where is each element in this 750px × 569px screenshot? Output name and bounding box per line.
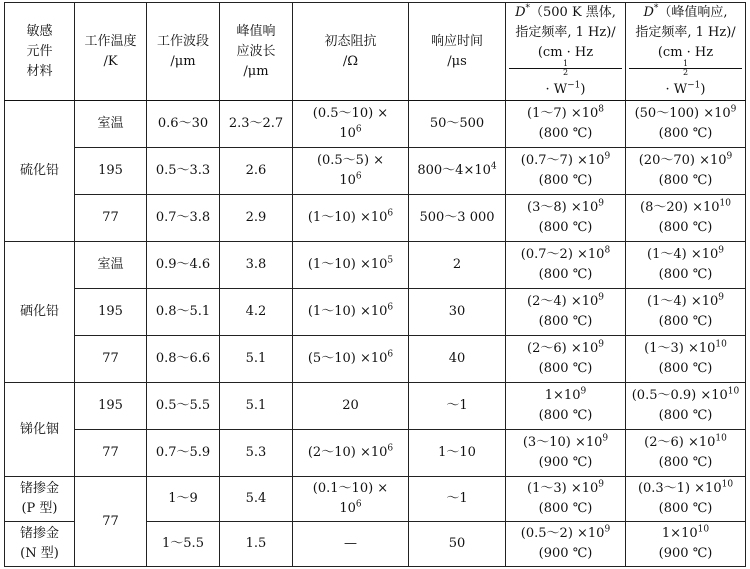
d-blackbody-cell-main: (0.7～7) ×10 <box>520 153 605 168</box>
d-peak-cell-exp: 9 <box>730 104 737 115</box>
temp-cell: 195 <box>75 383 147 430</box>
temp-cell: 77 <box>75 430 147 477</box>
d-blackbody-cell-main: (2～6) ×10 <box>527 341 599 356</box>
resistance-cell-exp: 6 <box>355 499 362 510</box>
fraction-num: 1 <box>629 60 742 69</box>
resistance-cell-main: 20 <box>342 398 359 413</box>
d-peak-cell-temperature: (800 ℃) <box>658 220 713 235</box>
d-blackbody-cell-value <box>508 339 623 359</box>
table-row <box>5 101 746 148</box>
detector-properties-table <box>4 2 746 567</box>
resistance-cell <box>293 383 409 430</box>
d-blackbody-cell-exp: 9 <box>598 198 604 209</box>
resistance-cell-main: (0.1～10) × <box>312 481 389 496</box>
d-blackbody-cell-main: (1～3) ×10 <box>527 481 599 496</box>
d-blackbody-cell-temperature: (800 ℃) <box>538 408 593 423</box>
band-cell: 0.5～5.5 <box>147 383 220 430</box>
peak-cell: 3.8 <box>220 242 293 289</box>
d-blackbody-cell-exp: 9 <box>598 479 604 490</box>
d-blackbody-cell-temperature: (900 ℃) <box>538 546 593 561</box>
temp-cell: 195 <box>75 148 147 195</box>
peak-cell: 1.5 <box>220 522 293 567</box>
resistance-cell-value <box>295 534 406 554</box>
resistance-cell-exp: 6 <box>355 171 362 182</box>
material-gen-type: (N 型) <box>20 546 59 561</box>
unit-exp: −1 <box>567 80 581 91</box>
response-cell-value <box>411 396 503 416</box>
material-gen-name: 锗掺金 <box>19 526 59 541</box>
header-peak-line: 峰值响 <box>236 23 276 39</box>
d-peak-cell-value <box>628 292 743 312</box>
resistance-cell <box>293 430 409 477</box>
d-blackbody-cell-temperature: (800 ℃) <box>538 267 593 282</box>
d-blackbody-cell-exp: 8 <box>598 104 604 115</box>
material-pbse: 硒化铅 <box>5 242 75 383</box>
d-blackbody-cell-temperature: (800 ℃) <box>538 314 593 329</box>
header-d-peak-unit <box>628 43 743 100</box>
table-row <box>5 289 746 336</box>
resistance-cell-base: 10 <box>339 126 356 141</box>
response-cell-value <box>411 534 503 554</box>
unit-part: ) <box>700 82 706 97</box>
peak-cell: 2.3～2.7 <box>220 101 293 148</box>
fraction-den: 2 <box>682 68 689 77</box>
header-band-line: 工作波段 <box>156 33 209 49</box>
response-cell-value <box>411 349 503 369</box>
resistance-cell-exp: 6 <box>387 302 394 313</box>
unit-part: · W <box>665 82 688 97</box>
d-blackbody-cell-value <box>508 151 623 171</box>
d-peak-cell-exp: 10 <box>721 479 734 490</box>
header-band <box>147 3 220 101</box>
d-blackbody-cell-main: (2～4) ×10 <box>527 294 599 309</box>
header-temp <box>75 3 147 101</box>
response-cell <box>409 430 506 477</box>
resistance-cell-value <box>295 349 406 369</box>
response-cell <box>409 383 506 430</box>
response-cell <box>409 522 506 567</box>
resistance-cell <box>293 195 409 242</box>
resistance-cell <box>293 242 409 289</box>
table-row <box>5 148 746 195</box>
d-peak-cell-temperature: (800 ℃) <box>658 361 713 376</box>
resistance-cell-value <box>295 396 406 416</box>
header-d-blackbody-unit <box>508 43 623 100</box>
peak-cell: 4.2 <box>220 289 293 336</box>
d-peak-cell-temperature: (800 ℃) <box>658 126 713 141</box>
resistance-cell-exp: 6 <box>355 124 362 135</box>
d-peak-cell-value <box>628 386 743 406</box>
d-blackbody-cell-value <box>508 386 623 406</box>
d-blackbody-cell <box>506 148 626 195</box>
header-peak-unit: /μm <box>243 63 269 79</box>
d-peak-cell-value <box>628 245 743 265</box>
d-peak-cell-value <box>628 151 743 171</box>
d-blackbody-cell <box>506 289 626 336</box>
d-peak-cell-exp: 10 <box>715 433 727 444</box>
d-peak-cell-temperature: (900 ℃) <box>658 546 713 561</box>
d-blackbody-cell <box>506 522 626 567</box>
band-cell: 0.6～30 <box>147 101 220 148</box>
header-d-peak-line1 <box>628 3 743 23</box>
header-d-peak-text: （峰值响应, <box>658 5 728 20</box>
d-star: * <box>525 3 530 14</box>
resistance-cell-main: — <box>344 536 357 551</box>
d-blackbody-cell-temperature: (800 ℃) <box>538 220 593 235</box>
d-peak-cell <box>626 430 746 477</box>
d-peak-cell-temperature: (800 ℃) <box>658 501 713 516</box>
d-blackbody-cell-value <box>508 104 623 124</box>
d-peak-cell-exp: 10 <box>697 524 710 535</box>
material-gen <box>5 522 75 567</box>
response-cell-main: 800～4×10 <box>417 163 491 178</box>
material-gep <box>5 477 75 522</box>
resistance-cell-main: (1～10) ×10 <box>307 304 388 319</box>
d-star: * <box>653 3 659 14</box>
d-blackbody-cell <box>506 430 626 477</box>
d-blackbody-cell-exp: 9 <box>602 433 609 444</box>
response-cell-exp: 4 <box>490 161 497 172</box>
d-peak-cell <box>626 242 746 289</box>
header-temp-unit: /K <box>103 53 118 69</box>
d-symbol: D <box>515 5 526 20</box>
response-cell <box>409 195 506 242</box>
d-peak-cell-value <box>628 339 743 359</box>
header-d-peak-line2: 指定频率, 1 Hz)/ <box>635 25 736 40</box>
d-peak-cell-main: (50～100) ×10 <box>634 106 731 121</box>
d-blackbody-cell-value <box>508 198 623 218</box>
band-cell: 0.7～5.9 <box>147 430 220 477</box>
resistance-cell-main: (1～10) ×10 <box>307 257 388 272</box>
d-peak-cell-exp: 9 <box>718 292 724 303</box>
d-peak-cell <box>626 383 746 430</box>
response-cell-value <box>411 489 503 509</box>
table-body <box>5 101 746 567</box>
unit-part: · W <box>545 82 568 97</box>
resistance-cell-value <box>295 302 406 322</box>
response-cell <box>409 101 506 148</box>
half-fraction <box>509 60 622 77</box>
header-resistance-unit: /Ω <box>342 53 359 69</box>
header-d-blackbody-line1 <box>508 3 623 23</box>
material-gep-name: 锗掺金 <box>19 481 59 496</box>
peak-cell: 2.9 <box>220 195 293 242</box>
d-blackbody-cell-temperature: (800 ℃) <box>538 501 593 516</box>
d-blackbody-cell-exp: 9 <box>598 292 604 303</box>
table-row <box>5 242 746 289</box>
d-peak-cell-value <box>628 198 743 218</box>
d-peak-cell-main: (8～20) ×10 <box>640 200 720 215</box>
resistance-cell-main: (2～10) ×10 <box>307 445 388 460</box>
d-blackbody-cell-exp: 9 <box>580 386 587 397</box>
d-peak-cell-temperature: (800 ℃) <box>658 455 713 470</box>
unit-part: ) <box>580 82 586 97</box>
header-d-blackbody-line2: 指定频率, 1 Hz)/ <box>515 25 616 40</box>
response-cell <box>409 148 506 195</box>
response-cell-value <box>411 161 503 181</box>
d-peak-cell-value <box>628 433 743 453</box>
d-peak-cell-main: (0.3～1) ×10 <box>637 481 722 496</box>
header-resistance-line: 初态阻抗 <box>324 33 377 49</box>
d-blackbody-cell-main: (3～10) ×10 <box>522 435 603 450</box>
resistance-cell-exp: 6 <box>387 443 394 454</box>
resistance-cell <box>293 336 409 383</box>
d-blackbody-cell-value <box>508 479 623 499</box>
d-peak-cell-exp: 9 <box>718 245 724 256</box>
d-peak-cell-main: (1～4) ×10 <box>647 294 719 309</box>
d-blackbody-cell-main: (3～8) ×10 <box>527 200 599 215</box>
resistance-cell-value-line2 <box>295 499 406 519</box>
peak-cell: 5.3 <box>220 430 293 477</box>
response-cell-value <box>411 255 503 275</box>
d-peak-cell-main: (0.5～0.9) ×10 <box>631 388 728 403</box>
response-cell-value <box>411 208 503 228</box>
d-peak-cell-value <box>628 524 743 544</box>
d-blackbody-cell-value <box>508 524 623 544</box>
resistance-cell-exp: 5 <box>387 255 394 266</box>
temp-cell: 77 <box>75 336 147 383</box>
response-cell-value <box>411 302 503 322</box>
d-blackbody-cell-value <box>508 292 623 312</box>
header-response-unit: /μs <box>447 53 467 69</box>
resistance-cell-value <box>295 479 406 499</box>
d-peak-cell-exp: 10 <box>715 339 727 350</box>
band-cell: 0.8～6.6 <box>147 336 220 383</box>
d-blackbody-cell-temperature: (800 ℃) <box>538 173 593 188</box>
resistance-cell-value-line2 <box>295 124 406 144</box>
d-symbol: D <box>643 5 654 20</box>
response-cell-main: 500～3 000 <box>419 210 495 225</box>
band-cell: 0.7～3.8 <box>147 195 220 242</box>
d-blackbody-cell-temperature: (800 ℃) <box>538 361 593 376</box>
d-blackbody-cell <box>506 383 626 430</box>
response-cell-main: 50 <box>448 536 466 551</box>
d-blackbody-cell <box>506 336 626 383</box>
d-peak-cell-exp: 10 <box>719 198 731 209</box>
response-cell-main: ～1 <box>446 491 468 506</box>
temp-cell: 195 <box>75 289 147 336</box>
response-cell-main: 1～10 <box>438 445 476 460</box>
table-row <box>5 336 746 383</box>
response-cell-main: 40 <box>448 351 466 366</box>
header-response-line: 响应时间 <box>430 33 483 49</box>
header-d-blackbody <box>506 3 626 101</box>
fraction-den: 2 <box>562 68 569 77</box>
d-peak-cell-main: (20～70) ×10 <box>638 153 727 168</box>
header-peak <box>220 3 293 101</box>
band-cell: 0.9～4.6 <box>147 242 220 289</box>
resistance-cell-value-line2 <box>295 171 406 191</box>
header-material-line: 材料 <box>26 63 53 79</box>
header-temp-line: 工作温度 <box>84 33 137 49</box>
resistance-cell-exp: 6 <box>387 208 394 219</box>
d-blackbody-cell <box>506 242 626 289</box>
band-cell: 0.8～5.1 <box>147 289 220 336</box>
header-d-peak <box>626 3 746 101</box>
d-peak-cell-temperature: (800 ℃) <box>658 173 713 188</box>
d-blackbody-cell <box>506 101 626 148</box>
material-pbs: 硫化铅 <box>5 101 75 242</box>
resistance-cell <box>293 101 409 148</box>
resistance-cell <box>293 522 409 567</box>
peak-cell: 2.6 <box>220 148 293 195</box>
d-peak-cell-exp: 10 <box>727 386 740 397</box>
peak-cell: 5.4 <box>220 477 293 522</box>
material-insb: 锑化铟 <box>5 383 75 477</box>
header-band-unit: /μm <box>170 53 196 69</box>
temp-cell: 室温 <box>75 242 147 289</box>
resistance-cell-exp: 6 <box>387 349 394 360</box>
resistance-cell <box>293 289 409 336</box>
temp-cell: 77 <box>75 195 147 242</box>
temp-cell-ge: 77 <box>75 477 147 567</box>
resistance-cell <box>293 477 409 522</box>
d-blackbody-cell-temperature: (900 ℃) <box>538 455 593 470</box>
response-cell <box>409 477 506 522</box>
header-material-line: 敏感 <box>26 23 53 39</box>
d-blackbody-cell-exp: 9 <box>598 339 604 350</box>
peak-cell: 5.1 <box>220 383 293 430</box>
response-cell-main: 2 <box>452 257 462 272</box>
d-blackbody-cell-main: (0.7～2) ×10 <box>520 247 605 262</box>
half-fraction <box>629 60 742 77</box>
table-row <box>5 383 746 430</box>
d-peak-cell <box>626 101 746 148</box>
resistance-cell-value <box>295 208 406 228</box>
d-blackbody-cell <box>506 477 626 522</box>
d-peak-cell-value <box>628 104 743 124</box>
header-material <box>5 3 75 101</box>
band-cell: 0.5～3.3 <box>147 148 220 195</box>
peak-cell: 5.1 <box>220 336 293 383</box>
d-peak-cell <box>626 336 746 383</box>
resistance-cell-main: (5～10) ×10 <box>307 351 388 366</box>
header-peak-line: 应波长 <box>236 43 276 59</box>
response-cell-value <box>411 114 503 134</box>
d-peak-cell-temperature: (800 ℃) <box>658 267 713 282</box>
table-row <box>5 195 746 242</box>
temp-cell: 室温 <box>75 101 147 148</box>
header-row <box>5 3 746 101</box>
table-row <box>5 477 746 522</box>
resistance-cell <box>293 148 409 195</box>
fraction-num: 1 <box>509 60 622 69</box>
material-gep-type: (P 型) <box>21 501 58 516</box>
resistance-cell-main: (0.5～5) × <box>316 153 385 168</box>
resistance-cell-value <box>295 151 406 171</box>
response-cell-main: 50～500 <box>429 116 485 131</box>
d-peak-cell <box>626 289 746 336</box>
d-peak-cell <box>626 477 746 522</box>
d-peak-cell <box>626 148 746 195</box>
d-peak-cell-main: (1～4) ×10 <box>647 247 719 262</box>
d-blackbody-cell-temperature: (800 ℃) <box>538 126 593 141</box>
response-cell-main: ～1 <box>446 398 468 413</box>
response-cell-value <box>411 443 503 463</box>
resistance-cell-main: (0.5～10) × <box>312 106 389 121</box>
header-response <box>409 3 506 101</box>
d-blackbody-cell <box>506 195 626 242</box>
d-peak-cell-value <box>628 479 743 499</box>
d-blackbody-cell-exp: 9 <box>604 524 611 535</box>
header-resistance <box>293 3 409 101</box>
d-peak-cell-main: (2～6) ×10 <box>644 435 716 450</box>
d-peak-cell-temperature: (800 ℃) <box>658 314 713 329</box>
band-cell: 1～9 <box>147 477 220 522</box>
resistance-cell-value <box>295 443 406 463</box>
response-cell <box>409 336 506 383</box>
d-blackbody-cell-exp: 8 <box>604 245 611 256</box>
response-cell-main: 30 <box>448 304 466 319</box>
d-peak-cell <box>626 195 746 242</box>
unit-exp: −1 <box>687 80 701 91</box>
resistance-cell-value <box>295 104 406 124</box>
header-material-line: 元件 <box>26 43 53 59</box>
d-blackbody-cell-value <box>508 245 623 265</box>
d-peak-cell-temperature: (800 ℃) <box>658 408 713 423</box>
d-peak-cell-main: 1×10 <box>661 526 698 541</box>
d-blackbody-cell-main: (0.5～2) ×10 <box>520 526 605 541</box>
d-blackbody-cell-exp: 9 <box>604 151 611 162</box>
d-blackbody-cell-main: 1×10 <box>544 388 581 403</box>
table-row <box>5 430 746 477</box>
unit-part: (cm · Hz <box>537 45 594 60</box>
resistance-cell-base: 10 <box>339 501 356 516</box>
resistance-cell-value <box>295 255 406 275</box>
response-cell <box>409 242 506 289</box>
d-peak-cell <box>626 522 746 567</box>
header-d-blackbody-text: （500 K 黑体, <box>530 5 616 20</box>
response-cell <box>409 289 506 336</box>
d-blackbody-cell-main: (1～7) ×10 <box>527 106 599 121</box>
resistance-cell-base: 10 <box>339 173 356 188</box>
d-blackbody-cell-value <box>508 433 623 453</box>
band-cell: 1～5.5 <box>147 522 220 567</box>
d-peak-cell-exp: 9 <box>726 151 733 162</box>
resistance-cell-main: (1～10) ×10 <box>307 210 388 225</box>
unit-part: (cm · Hz <box>657 45 714 60</box>
d-peak-cell-main: (1～3) ×10 <box>644 341 716 356</box>
